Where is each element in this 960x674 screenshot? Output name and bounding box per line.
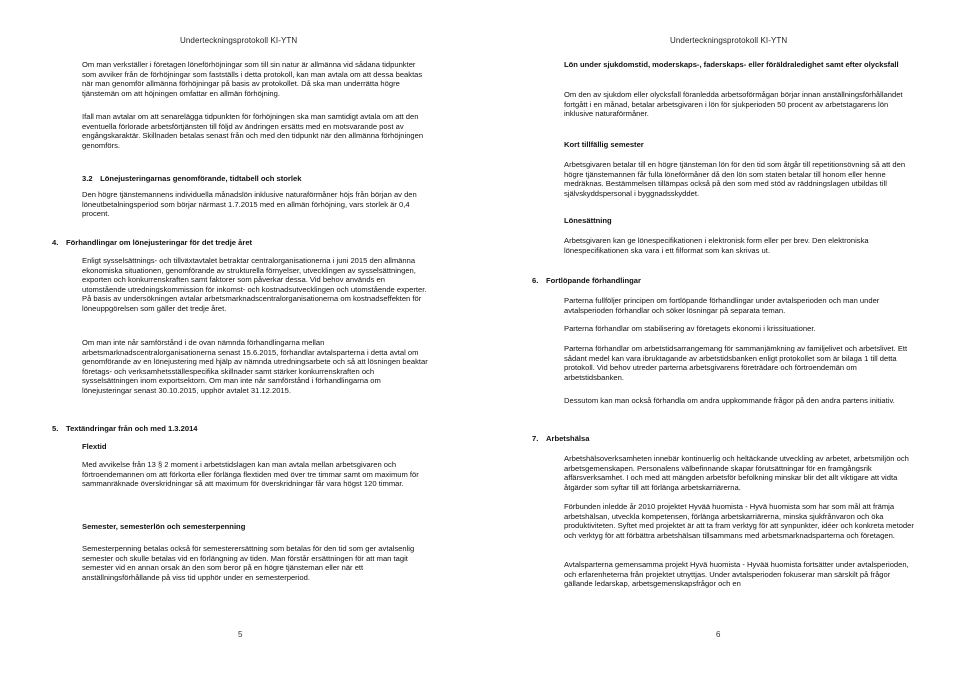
section-heading: Arbetshälsa (546, 434, 590, 443)
paragraph-text: Förbunden inledde år 2010 projektet Hyvää huomista - Hyvä huomista som har som mål att främja arbetshälsan, utveckla kompetensen, förlänga arbetskarriärerna, minska sjukfrånvaron och öka produktiviteten. Syftet med projektet är att ta fram verktyg för att synpunkter, idéer och konkreta metoder och verktyg för att förbättra arbetshälsan tillsammans med arbetsmarknadsparterna och företagen. (564, 502, 914, 540)
paragraph (564, 296, 914, 315)
paragraph (82, 544, 428, 582)
paragraph-text: Den högre tjänstemannens individuella månadslön inklusive naturaförmåner höjs från början av den löneutbetalningsperiod som börjar närmast 1.7.2015 med en allmän förhöjning, vars storlek är 0,4 procent. (82, 190, 417, 219)
page-number: 6 (716, 630, 721, 639)
paragraph (564, 344, 914, 382)
paragraph-text: Ifall man avtalar om att senarelägga tidpunkten för förhöjningen ska man samtidigt avtala om att den eventuella förlorade arbetsförtjänsten till följd av ändringen ersätts med en motsvarande post av engångskaraktär. Skillnaden betalas senast från och med den tidpunkt när den allmänna förhöjningen genomförs. (82, 112, 424, 150)
page-header: Underteckningsprotokoll KI-YTN (670, 36, 788, 45)
section-heading: Textändringar från och med 1.3.2014 (66, 424, 198, 433)
paragraph-text: Om man inte når samförstånd i de ovan nämnda förhandlingarna mellan arbetsmarknadscentralorganisationerna senast 15.6.2015, förhandlar avtalsparterna i detta avtal om genomförande av en lönejustering med hjälp av nämnda utredningsarbete och så att lösningen beaktar företags- och verksamhetsställespecifika skillnader samt stärker konkurrenskraften och sysselsättningen inom exportsektorn. Om man inte når samförstånd i förhandlingarna om lönejusteringar senast 30.10.2015, upphör avtalet 31.12.2015. (82, 338, 428, 395)
subsection-heading: Lönesättning (564, 216, 612, 225)
paragraph (82, 338, 428, 396)
paragraph (564, 454, 914, 492)
paragraph-text: Enligt sysselsättnings- och tillväxtavtalet betraktar centralorganisationerna i juni 2015 den allmänna ekonomiska situationen, genomförande av strukturella förnyelser, utvecklingen av sysselsättningen, exporten och konkurrenskraften samt faktorer som påverkar dessa. Vid behov används en utomstående utredningskommission för inkomst- och kostnadsutvecklingen och utomstående experter. På basis av undersökningen avtalar arbetsmarknadscentralorganisationerna om kostnadseffekten för löneuppgörelsen som gäller det tredje året. (82, 256, 427, 313)
paragraph-text: Semesterpenning betalas också för semesterersättning som betalas för den tid som ger avtalsenlig semester och skulle betalas vid en förlängning av tiden. Man förstår ersättningen för att man tagit semester vid en annan orsak än den som beror på en högre tjänsteman eller när ett anställningsförhållande på viss tid upphör under en semesterperiod. (82, 544, 415, 582)
paragraph-text: Arbetsgivaren betalar till en högre tjänsteman lön för den tid som åtgår till repetitionsövning så att den högre tjänstemannen får fulla löneförmåner då den lön som staten betalar till honom eller henne medräknas. Bestämmelsen tillämpas också på den som med stöd av räddningslagen utbildas till självskyddspersonal i byggnadsskyddet. (564, 160, 906, 198)
paragraph (82, 60, 428, 98)
paragraph-text: Om man verkställer i företagen löneförhöjningar som till sin natur är allmänna vid sådana tidpunkter som avviker från de förhöjningar som fastställs i detta protokoll, kan man avtala om att dessa beaktas när man genomför allmänna förhöjningar på basis av protokollet. Då ska man underrätta högre tjänstemän om att höjningen omfattar en allmän förhöjning. (82, 60, 423, 98)
paragraph-text: Om den av sjukdom eller olycksfall föranledda arbetsoförmågan börjar innan anställningsförhållandet fortgått i en månad, betalar arbetsgivaren i lön för sjukperioden 50 procent av arbetstagarens lön inklusive naturaförmåner. (564, 90, 903, 119)
section-number: 5. (52, 424, 59, 433)
paragraph-text: Parterna fullföljer principen om fortlöpande förhandlingar under avtalsperioden och man under avtalsperioden förhandlar och söker lösningar på separata teman. (564, 296, 880, 315)
paragraph (564, 502, 914, 540)
paragraph (564, 396, 914, 406)
subsection-heading: Kort tillfällig semester (564, 140, 644, 149)
subsection-heading: Flextid (82, 442, 107, 451)
paragraph-text: Arbetshälsoverksamheten innebär kontinuerlig och heltäckande utveckling av arbetet, arbetsmiljön och arbetsgemenskapen. Personalens välbefinnande skapar förutsättningar för en framgångsrik affärsverksamhet. I och med att mängden arbetsför befolkning minskar blir det allt viktigare att vidta åtgärder som syftar till att förlänga arbetskarriärerna. (564, 454, 909, 492)
right-page (480, 0, 960, 674)
paragraph-text: Parterna förhandlar om stabilisering av företagets ekonomi i krissituationer. (564, 324, 816, 333)
section-number: 7. (532, 434, 539, 443)
paragraph-text: Arbetsgivaren kan ge lönespecifikationen i elektronisk form eller per brev. Den elektroniska lönespecifikationen ska vara i ett filformat som kan skrivas ut. (564, 236, 869, 255)
section-heading: Fortlöpande förhandlingar (546, 276, 641, 285)
section-heading: 3.2 Lönejusteringarnas genomförande, tidtabell och storlek (82, 174, 302, 183)
paragraph (82, 256, 428, 314)
page-header: Underteckningsprotokoll KI-YTN (180, 36, 298, 45)
paragraph (82, 112, 428, 150)
section-number: 4. (52, 238, 59, 247)
paragraph-text: Dessutom kan man också förhandla om andra uppkommande frågor på den andra partens initiativ. (564, 396, 895, 405)
paragraph (82, 190, 428, 219)
paragraph (564, 160, 914, 198)
section-heading: Förhandlingar om lönejusteringar för det tredje året (66, 238, 253, 247)
paragraph-text: Avtalsparterna gemensamma projekt Hyvä huomista - Hyvää huomista fortsätter under avtalsperioden, och erfarenheterna från projektet utnyttjas. Under avtalsperioden fokuserar man särskilt på frågor gällande ledarskap, arbetsgemenskapsfrågor och en (564, 560, 909, 589)
subsection-heading: Lön under sjukdomstid, moderskaps-, faderskaps- eller föräldraledighet samt efter olycksfall (564, 60, 899, 69)
section-number: 6. (532, 276, 539, 285)
paragraph-text: Parterna förhandlar om arbetstidsarrangemang för sammanjämkning av familjelivet och arbetslivet. Ett sådant medel kan vara ibruktagande av arbetstidsbanken enligt protokollet som är bilaga 1 till detta protokoll. Vid behov utreder parterna arbetsgivarens företrädare och förtroendemän om arbetstidsbanken. (564, 344, 908, 382)
page-number: 5 (238, 630, 243, 639)
paragraph (82, 460, 428, 489)
paragraph (564, 324, 914, 334)
paragraph-text: Med avvikelse från 13 § 2 moment i arbetstidslagen kan man avtala mellan arbetsgivaren och förtroendemannen om att förkorta eller förlänga flextiden med över tre timmar samt om maximum för sammanräknade överskridningar så att maximum för överskridningar får vara högst 120 timmar. (82, 460, 419, 489)
paragraph (564, 560, 914, 589)
paragraph (564, 90, 914, 119)
subsection-heading: Semester, semesterlön och semesterpenning (82, 522, 246, 531)
paragraph (564, 236, 914, 255)
